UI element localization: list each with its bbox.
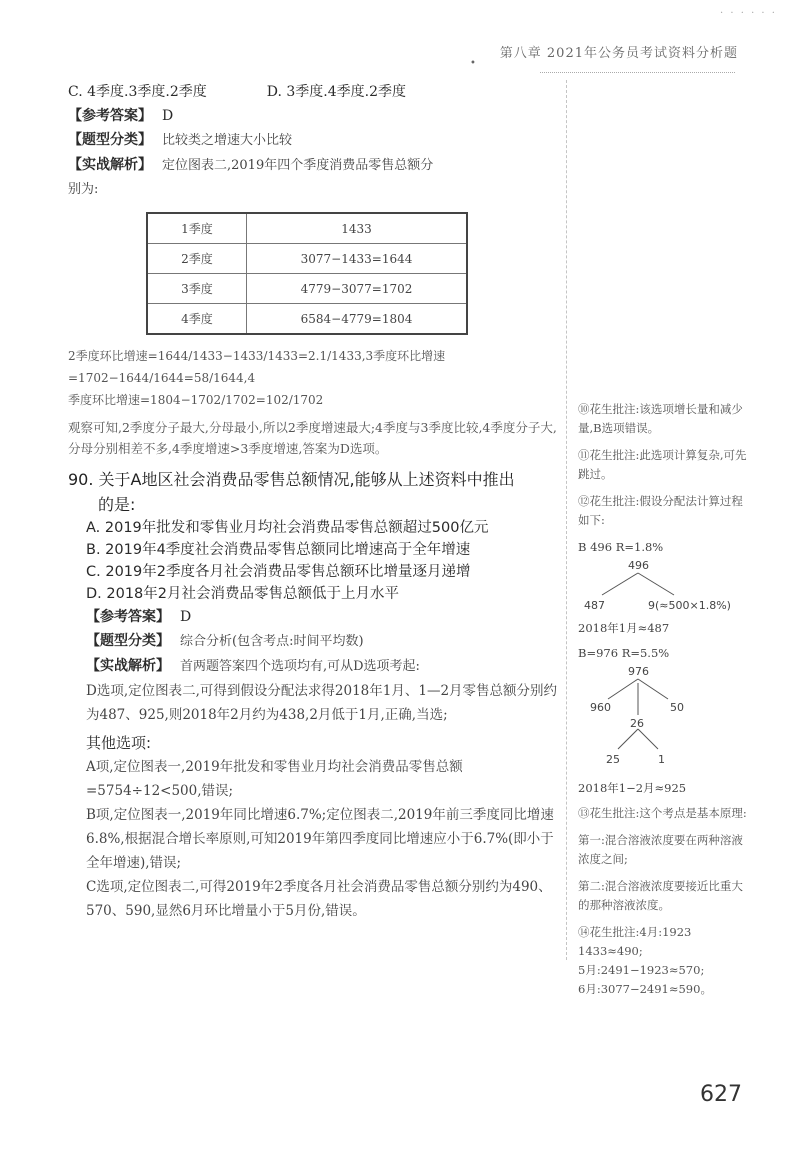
header-rule — [540, 72, 735, 73]
q89-option-c: C. 4季度.3季度.2季度 — [68, 84, 207, 100]
value-cell: 6584−4779=1804 — [247, 304, 468, 335]
value-cell: 1433 — [247, 213, 468, 244]
q90-option-b: B. 2019年4季度社会消费品零售总额同比增速高于全年增速 — [86, 542, 471, 558]
tree-node: 487 — [584, 599, 605, 612]
table-row — [147, 274, 467, 304]
margin-divider — [566, 80, 567, 960]
stem-line: 关于A地区社会消费品零售总额情况,能够从上述资料中推出 — [98, 470, 515, 489]
category-label: 【题型分类】 — [86, 633, 170, 649]
tree-diagram — [578, 663, 748, 773]
analysis-text-cont: 别为: — [68, 182, 99, 197]
table-row — [147, 304, 467, 335]
analysis-intro: 首两题答案四个选项均有,可从D选项考起: — [180, 659, 420, 674]
side-note: ⑬花生批注:这个考点是基本原理: — [578, 806, 747, 820]
tree-node: 976 — [628, 665, 649, 678]
analysis-label: 【实战解析】 — [86, 658, 170, 674]
side-note: 第一:混合溶液浓度要在两种溶液浓度之间; — [578, 833, 743, 866]
side-note: 1433≈490; — [578, 944, 643, 958]
side-note: ⑭花生批注:4月:1923 — [578, 925, 692, 939]
tree-node: 9(≈500×1.8%) — [648, 599, 731, 612]
tree-node: 26 — [630, 717, 644, 730]
value-cell: 4779−3077=1702 — [247, 274, 468, 304]
category-label: 【题型分类】 — [68, 132, 152, 148]
answer-value: D — [162, 108, 174, 124]
tree-node: 496 — [628, 559, 649, 572]
quarter-cell: 3季度 — [147, 274, 247, 304]
q89-option-d: D. 3季度.4季度.2季度 — [266, 84, 406, 100]
quarter-cell: 1季度 — [147, 213, 247, 244]
q90-stem — [68, 467, 560, 492]
q89-options — [68, 80, 560, 104]
page-number: 627 — [700, 1082, 742, 1107]
value-cell: 3077−1433=1644 — [247, 244, 468, 274]
q90-category — [68, 629, 560, 654]
tree-node: 960 — [590, 701, 611, 714]
margin-notes — [578, 400, 748, 999]
q90-option-c: C. 2019年2季度各月社会消费品零售总额环比增量逐月递增 — [86, 564, 471, 580]
analysis-option-c: C选项,定位图表二,可得2019年2季度各月社会消费品零售总额分别约为490、570、590,显然6月环比增量小于5月份,错误。 — [86, 879, 552, 919]
quarter-cell: 2季度 — [147, 244, 247, 274]
other-options-label: 其他选项: — [86, 734, 152, 752]
analysis-option-b: B项,定位图表一,2019年同比增速6.7%;定位图表二,2019年前三季度同比增速6.8%,根据混合增长率原则,可知2019年第四季度同比增速应小于6.7%(即小于全年增速),错误; — [86, 807, 554, 871]
answer-label: 【参考答案】 — [86, 609, 170, 625]
table-row — [147, 213, 467, 244]
running-header: 第八章 2021年公务员考试资料分析题 — [499, 46, 738, 61]
tree-label: B=976 R=5.5% — [578, 646, 670, 660]
quarter-table — [146, 212, 468, 335]
side-note: 第二:混合溶液浓度要接近比重大的那种溶液浓度。 — [578, 879, 743, 912]
q89-answer — [68, 104, 560, 128]
quarter-cell: 4季度 — [147, 304, 247, 335]
q90-stem-cont: 的是: — [98, 495, 136, 514]
top-mark: · · · · · · — [720, 8, 777, 19]
tree-diagram — [578, 557, 748, 613]
q89-conclusion: 观察可知,2季度分子最大,分母最小,所以2季度增速最大;4季度与3季度比较,4季度分子大,分母分别相差不多,4季度增速>3季度增速,答案为D选项。 — [68, 420, 557, 456]
category-value: 比较类之增速大小比较 — [162, 133, 293, 148]
header-dot: • — [470, 58, 476, 69]
analysis-text: 定位图表二,2019年四个季度消费品零售总额分 — [162, 158, 434, 173]
main-column — [68, 80, 560, 923]
q90-answer — [68, 605, 560, 629]
answer-label: 【参考答案】 — [68, 108, 152, 124]
analysis-label: 【实战解析】 — [68, 157, 152, 173]
q90-option-a: A. 2019年批发和零售业月均社会消费品零售总额超过500亿元 — [86, 520, 489, 536]
side-note: ⑪花生批注:此选项计算复杂,可先跳过。 — [578, 448, 747, 481]
tree-node: 50 — [670, 701, 684, 714]
tree-node: 1 — [658, 753, 665, 766]
tree-node: 25 — [606, 753, 620, 766]
formula-line: 2季度环比增速=1644/1433−1433/1433=2.1/1433,3季度环比增速=1702−1644/1644=58/1644,4 — [68, 349, 446, 385]
q90-option-d: D. 2018年2月社会消费品零售总额低于上月水平 — [86, 586, 400, 602]
side-note: ⑫花生批注:假设分配法计算过程如下: — [578, 494, 743, 527]
side-note: 6月:3077−2491≈590。 — [578, 982, 712, 996]
category-value: 综合分析(包含考点:时间平均数) — [180, 634, 364, 649]
formula-line: 季度环比增速=1804−1702/1702=102/1702 — [68, 393, 324, 407]
table-row — [147, 244, 467, 274]
side-note: 5月:2491−1923≈570; — [578, 963, 705, 977]
answer-value: D — [180, 609, 192, 625]
question-number: 90. — [68, 470, 94, 489]
tree-result: 2018年1月≈487 — [578, 621, 670, 635]
tree-label: B 496 R=1.8% — [578, 540, 664, 554]
calc-tree-2 — [578, 644, 748, 798]
calc-tree-1 — [578, 538, 748, 638]
q89-category — [68, 128, 560, 153]
q89-analysis — [68, 153, 560, 178]
q90-analysis — [68, 654, 560, 679]
analysis-option-d: D选项,定位图表二,可得到假设分配法求得2018年1月、1—2月零售总额分别约为487、925,则2018年2月约为438,2月低于1月,正确,当选; — [86, 683, 558, 723]
analysis-option-a: A项,定位图表一,2019年批发和零售业月均社会消费品零售总额=5754÷12<500,错误; — [86, 759, 463, 799]
side-note: ⑩花生批注:该选项增长量和减少量,B选项错误。 — [578, 402, 743, 435]
tree-result: 2018年1−2月≈925 — [578, 781, 687, 795]
